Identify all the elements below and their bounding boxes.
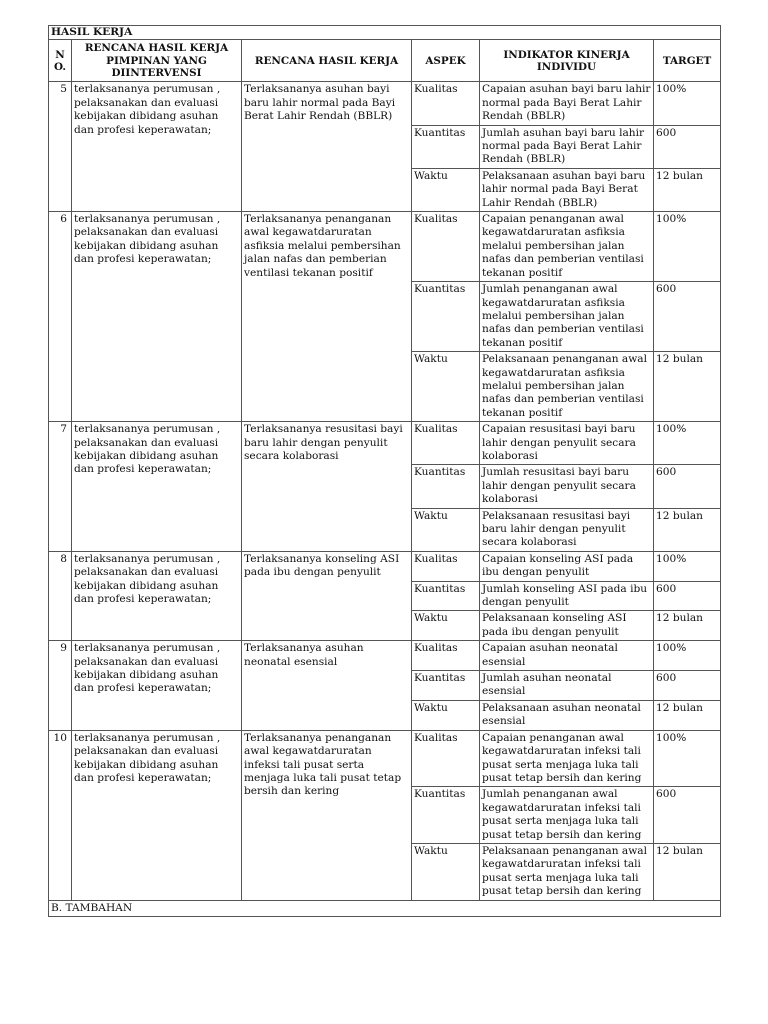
table-row bbox=[49, 551, 721, 581]
target-cell: 100% bbox=[654, 82, 721, 125]
target-cell: 600 bbox=[654, 671, 721, 701]
row-number: 8 bbox=[49, 551, 72, 640]
indikator-cell: Capaian asuhan neonatal esensial bbox=[480, 641, 654, 671]
rhk-pimpinan-cell: terlaksananya perumusan , pelaksanakan dan evaluasi kebijakan dibidang asuhan dan profesi keperawatan; bbox=[72, 212, 242, 422]
rhk-cell: Terlaksananya penanganan awal kegawatdaruratan infeksi tali pusat serta menjaga luka tali pusat tetap bersih dan kering bbox=[242, 730, 412, 900]
section-title-row bbox=[49, 26, 721, 40]
aspek-cell: Waktu bbox=[412, 700, 480, 730]
aspek-cell: Waktu bbox=[412, 508, 480, 551]
section-tambahan: B. TAMBAHAN bbox=[49, 900, 721, 916]
aspek-cell: Kuantitas bbox=[412, 671, 480, 701]
aspek-cell: Kualitas bbox=[412, 82, 480, 125]
rhk-pimpinan-cell: terlaksananya perumusan , pelaksanakan dan evaluasi kebijakan dibidang asuhan dan profesi keperawatan; bbox=[72, 422, 242, 552]
row-number: 10 bbox=[49, 730, 72, 900]
aspek-cell: Kualitas bbox=[412, 422, 480, 465]
target-cell: 100% bbox=[654, 641, 721, 671]
target-cell: 100% bbox=[654, 730, 721, 787]
indikator-cell: Capaian konseling ASI pada ibu dengan penyulit bbox=[480, 551, 654, 581]
aspek-cell: Kuantitas bbox=[412, 465, 480, 508]
target-cell: 12 bulan bbox=[654, 352, 721, 422]
indikator-cell: Pelaksanaan asuhan neonatal esensial bbox=[480, 700, 654, 730]
aspek-cell: Kualitas bbox=[412, 641, 480, 671]
rhk-cell: Terlaksananya resusitasi bayi baru lahir dengan penyulit secara kolaborasi bbox=[242, 422, 412, 552]
header-aspek: ASPEK bbox=[412, 40, 480, 82]
target-cell: 600 bbox=[654, 787, 721, 844]
target-cell: 600 bbox=[654, 581, 721, 611]
indikator-cell: Pelaksanaan asuhan bayi baru lahir normal pada Bayi Berat Lahir Rendah (BBLR) bbox=[480, 168, 654, 211]
aspek-cell: Kualitas bbox=[412, 212, 480, 282]
header-rhk-pimpinan: RENCANA HASIL KERJA PIMPINAN YANG DIINTERVENSI bbox=[72, 40, 242, 82]
aspek-cell: Kualitas bbox=[412, 730, 480, 787]
rhk-cell: Terlaksananya asuhan neonatal esensial bbox=[242, 641, 412, 730]
target-cell: 12 bulan bbox=[654, 508, 721, 551]
aspek-cell: Waktu bbox=[412, 168, 480, 211]
aspek-cell: Kualitas bbox=[412, 551, 480, 581]
aspek-cell: Kuantitas bbox=[412, 125, 480, 168]
section-title: HASIL KERJA bbox=[49, 26, 721, 40]
indikator-cell: Capaian penanganan awal kegawatdaruratan infeksi tali pusat serta menjaga luka tali pusat tetap bersih dan kering bbox=[480, 730, 654, 787]
table-row bbox=[49, 730, 721, 787]
aspek-cell: Kuantitas bbox=[412, 282, 480, 352]
target-cell: 100% bbox=[654, 422, 721, 465]
table-row bbox=[49, 422, 721, 465]
target-cell: 100% bbox=[654, 212, 721, 282]
indikator-cell: Pelaksanaan resusitasi bayi baru lahir dengan penyulit secara kolaborasi bbox=[480, 508, 654, 551]
header-row bbox=[49, 40, 721, 82]
indikator-cell: Jumlah penanganan awal kegawatdaruratan asfiksia melalui pembersihan jalan nafas dan pemberian ventilasi tekanan positif bbox=[480, 282, 654, 352]
indikator-cell: Capaian resusitasi bayi baru lahir dengan penyulit secara kolaborasi bbox=[480, 422, 654, 465]
rhk-pimpinan-cell: terlaksananya perumusan , pelaksanakan dan evaluasi kebijakan dibidang asuhan dan profesi keperawatan; bbox=[72, 551, 242, 640]
table-row bbox=[49, 82, 721, 125]
rhk-pimpinan-cell: terlaksananya perumusan , pelaksanakan dan evaluasi kebijakan dibidang asuhan dan profesi keperawatan; bbox=[72, 82, 242, 212]
indikator-cell: Capaian asuhan bayi baru lahir normal pada Bayi Berat Lahir Rendah (BBLR) bbox=[480, 82, 654, 125]
rhk-cell: Terlaksananya konseling ASI pada ibu dengan penyulit bbox=[242, 551, 412, 640]
table-row bbox=[49, 212, 721, 282]
target-cell: 12 bulan bbox=[654, 168, 721, 211]
target-cell: 12 bulan bbox=[654, 843, 721, 900]
target-cell: 600 bbox=[654, 465, 721, 508]
indikator-cell: Pelaksanaan konseling ASI pada ibu dengan penyulit bbox=[480, 611, 654, 641]
row-number: 9 bbox=[49, 641, 72, 730]
header-no: NO. bbox=[49, 40, 72, 82]
document-page bbox=[48, 25, 720, 917]
header-rhk: RENCANA HASIL KERJA bbox=[242, 40, 412, 82]
indikator-cell: Jumlah penanganan awal kegawatdaruratan infeksi tali pusat serta menjaga luka tali pusat tetap bersih dan kering bbox=[480, 787, 654, 844]
aspek-cell: Waktu bbox=[412, 611, 480, 641]
rhk-cell: Terlaksananya penanganan awal kegawatdaruratan asfiksia melalui pembersihan jalan nafas dan pemberian ventilasi tekanan positif bbox=[242, 212, 412, 422]
hasil-kerja-table bbox=[48, 25, 721, 917]
row-number: 5 bbox=[49, 82, 72, 212]
row-number: 6 bbox=[49, 212, 72, 422]
target-cell: 12 bulan bbox=[654, 700, 721, 730]
indikator-cell: Jumlah resusitasi bayi baru lahir dengan penyulit secara kolaborasi bbox=[480, 465, 654, 508]
footer-row bbox=[49, 900, 721, 916]
indikator-cell: Jumlah asuhan neonatal esensial bbox=[480, 671, 654, 701]
aspek-cell: Kuantitas bbox=[412, 581, 480, 611]
header-target: TARGET bbox=[654, 40, 721, 82]
aspek-cell: Waktu bbox=[412, 843, 480, 900]
indikator-cell: Capaian penanganan awal kegawatdaruratan asfiksia melalui pembersihan jalan nafas dan pemberian ventilasi tekanan positif bbox=[480, 212, 654, 282]
aspek-cell: Kuantitas bbox=[412, 787, 480, 844]
target-cell: 600 bbox=[654, 282, 721, 352]
indikator-cell: Pelaksanaan penanganan awal kegawatdaruratan asfiksia melalui pembersihan jalan nafas dan pemberian ventilasi tekanan positif bbox=[480, 352, 654, 422]
indikator-cell: Pelaksanaan penanganan awal kegawatdaruratan infeksi tali pusat serta menjaga luka tali pusat tetap bersih dan kering bbox=[480, 843, 654, 900]
row-number: 7 bbox=[49, 422, 72, 552]
indikator-cell: Jumlah asuhan bayi baru lahir normal pada Bayi Berat Lahir Rendah (BBLR) bbox=[480, 125, 654, 168]
header-indikator: INDIKATOR KINERJA INDIVIDU bbox=[480, 40, 654, 82]
table-row bbox=[49, 641, 721, 671]
indikator-cell: Jumlah konseling ASI pada ibu dengan penyulit bbox=[480, 581, 654, 611]
aspek-cell: Waktu bbox=[412, 352, 480, 422]
rhk-pimpinan-cell: terlaksananya perumusan , pelaksanakan dan evaluasi kebijakan dibidang asuhan dan profesi keperawatan; bbox=[72, 641, 242, 730]
target-cell: 12 bulan bbox=[654, 611, 721, 641]
target-cell: 100% bbox=[654, 551, 721, 581]
rhk-pimpinan-cell: terlaksananya perumusan , pelaksanakan dan evaluasi kebijakan dibidang asuhan dan profesi keperawatan; bbox=[72, 730, 242, 900]
rhk-cell: Terlaksananya asuhan bayi baru lahir normal pada Bayi Berat Lahir Rendah (BBLR) bbox=[242, 82, 412, 212]
target-cell: 600 bbox=[654, 125, 721, 168]
